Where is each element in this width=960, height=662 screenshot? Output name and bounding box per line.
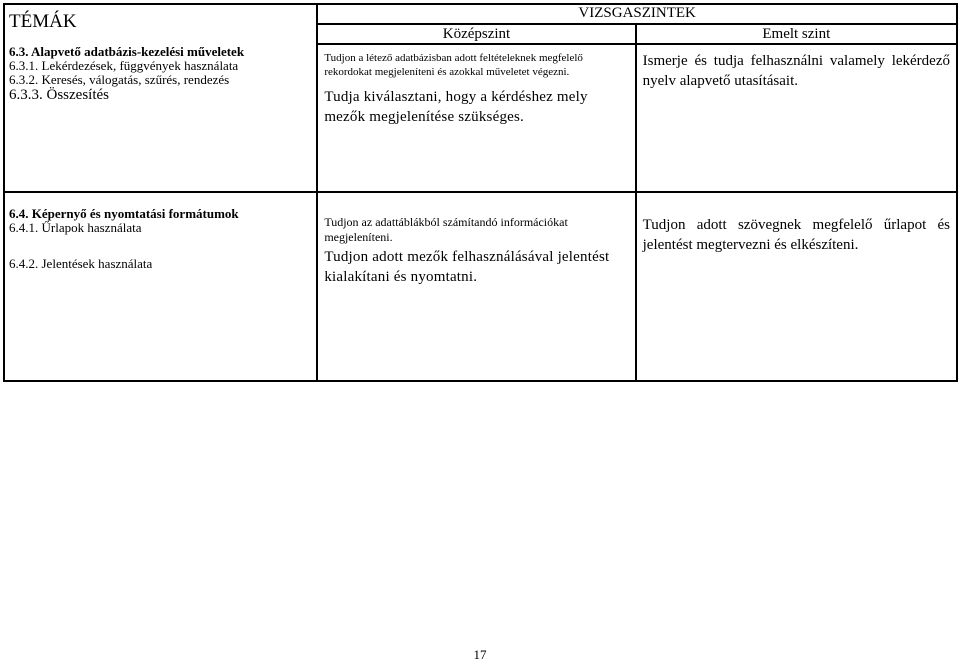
exam-levels-header: VIZSGASZINTEK (317, 4, 957, 24)
topics-cell-row2 (4, 192, 317, 381)
topics-title: TÉMÁK (9, 11, 77, 32)
page-number: 17 (473, 647, 487, 662)
topic-item-6-4-2: 6.4.2. Jelentések használata (9, 256, 153, 271)
topic-item-6-4-1: 6.4.1. Űrlapok használata (9, 220, 142, 235)
adv-text: Tudjon adott szövegnek megfelelő űrlapot és jelentést megtervezni és elkészíteni. (642, 217, 950, 253)
mid-text-large: Tudja kiválasztani, hogy a kérdéshez mely mezők megjelenítése szükséges. (324, 89, 588, 125)
mid-text-small: Tudjon a létező adatbázisban adott feltételeknek megfelelő rekordokat megjeleníteni és azokkal műveletet végezni. (324, 52, 583, 78)
adv-requirements-6-4 (636, 192, 957, 381)
topic-heading-6-4: 6.4. Képernyő és nyomtatási formátumok (9, 206, 239, 221)
adv-text: Ismerje és tudja felhasználni valamely lekérdező nyelv alapvető utasításait. (642, 53, 950, 89)
mid-text-large: Tudjon adott mezők felhasználásával jelentést kialakítani és nyomtatni. (324, 249, 610, 285)
level-mid-header: Középszint (317, 24, 635, 44)
requirements-table (3, 3, 958, 382)
mid-requirements-6-4 (317, 192, 635, 381)
topic-item-6-3-2: 6.3.2. Keresés, válogatás, szűrés, rendezés (9, 72, 230, 87)
level-adv-header: Emelt szint (636, 24, 957, 44)
topic-heading-6-3: 6.3. Alapvető adatbázis-kezelési műveletek (9, 44, 245, 59)
adv-requirements-6-3 (636, 44, 957, 192)
topic-item-6-3-1: 6.3.1. Lekérdezések, függvények használata (9, 58, 239, 73)
mid-requirements-6-3 (317, 44, 635, 192)
topics-cell-row1 (4, 4, 317, 192)
content-row-6-4 (4, 192, 957, 381)
topic-item-6-3-3: 6.3.3. Összesítés (9, 87, 109, 103)
mid-text-small: Tudjon az adattáblákból számítandó információkat megjeleníteni. (324, 215, 568, 244)
header-row (4, 4, 957, 24)
